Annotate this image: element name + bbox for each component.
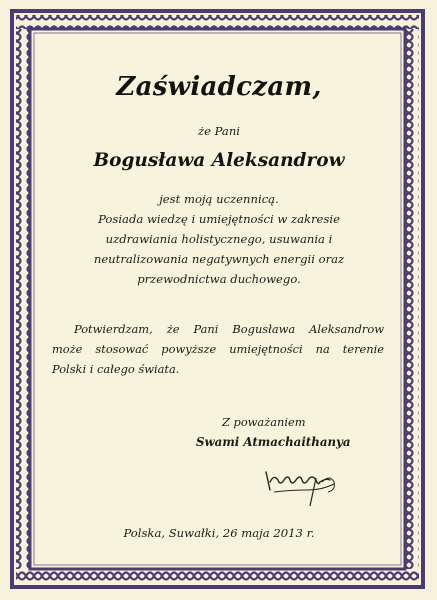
body-line: uzdrawiania holistycznego, usuwania i xyxy=(105,232,333,246)
confirm-line: Potwierdzam, że Pani Bogusława Aleksandrow xyxy=(74,322,384,336)
recipient-name: Bogusława Aleksandrow xyxy=(93,150,345,171)
closing-text: Z poważaniem xyxy=(222,415,306,429)
body-line: Posiada wiedzę i umiejętności w zakresie xyxy=(98,212,340,226)
body-line: przewodnictwa duchowego. xyxy=(137,272,301,286)
confirm-line: Polski i całego świata. xyxy=(52,362,180,376)
signer-name: Swami Atmachaithanya xyxy=(196,435,351,449)
intro-text: że Pani xyxy=(197,124,241,138)
place-date: Polska, Suwałki, 26 maja 2013 r. xyxy=(123,526,315,540)
body-line: neutralizowania negatywnych energii oraz xyxy=(93,252,345,266)
handwritten-signature xyxy=(260,460,350,510)
certificate-title: Zaświadczam, xyxy=(116,72,322,102)
certificate-text xyxy=(38,40,400,560)
confirm-line: może stosować powyższe umiejętności na terenie xyxy=(52,342,384,356)
body-line: jest moją uczennicą. xyxy=(159,192,279,206)
